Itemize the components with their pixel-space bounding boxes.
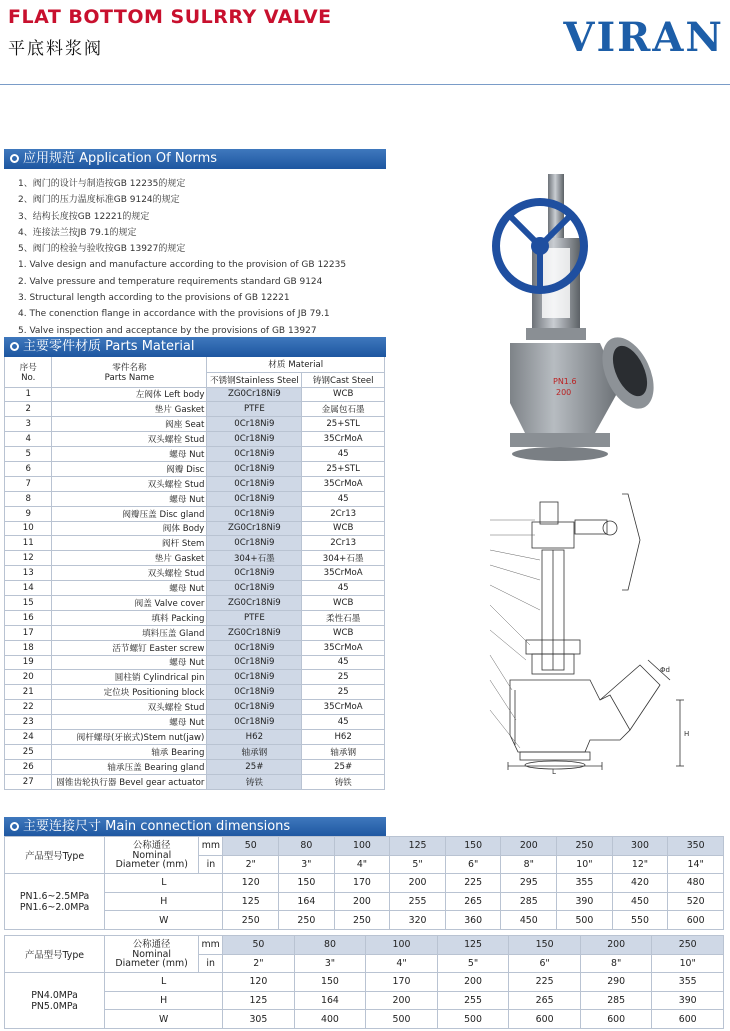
- dimension-value: 480: [668, 874, 724, 893]
- part-name: 填料 Packing: [52, 610, 207, 625]
- dimension-value: 3": [279, 855, 335, 874]
- part-no: 12: [5, 551, 52, 566]
- part-no: 20: [5, 670, 52, 685]
- dimension-value: 355: [652, 973, 724, 992]
- parts-row: [5, 640, 385, 655]
- part-no: 15: [5, 595, 52, 610]
- nominal-diameter-label: 公称通径 Nominal Diameter (mm): [105, 837, 199, 874]
- part-no: 2: [5, 402, 52, 417]
- dimension-value: 3": [294, 954, 366, 973]
- part-stainless: 铸铁: [207, 774, 302, 789]
- dimension-value: 200: [366, 991, 438, 1010]
- part-stainless: 25#: [207, 759, 302, 774]
- part-caststeel: 45: [302, 581, 385, 596]
- dimension-value: 255: [437, 991, 509, 1010]
- dimension-value: 255: [390, 892, 446, 911]
- parts-row: [5, 491, 385, 506]
- part-no: 26: [5, 759, 52, 774]
- dimensions-heading: 主要连接尺寸 Main connection dimensions: [23, 819, 291, 834]
- part-name: 阀瓣 Disc: [52, 461, 207, 476]
- part-stainless: 0Cr18Ni9: [207, 566, 302, 581]
- ring-icon: [10, 342, 19, 351]
- parts-row: [5, 476, 385, 491]
- part-stainless: 0Cr18Ni9: [207, 506, 302, 521]
- part-caststeel: 35CrMoA: [302, 640, 385, 655]
- norm-item: 4、连接法兰按JB 79.1的规定: [18, 227, 137, 238]
- dimension-value: 200: [334, 892, 390, 911]
- part-caststeel: 35CrMoA: [302, 700, 385, 715]
- dimension-value: 170: [334, 874, 390, 893]
- dimension-value: 2": [223, 855, 279, 874]
- unit-label: in: [199, 855, 223, 874]
- valve-photo: [470, 168, 660, 463]
- norm-item: 5. Valve inspection and acceptance by the provisions of GB 13927: [18, 325, 317, 336]
- parts-row: [5, 625, 385, 640]
- part-name: 阀座 Seat: [52, 417, 207, 432]
- dimension-value: 4": [334, 855, 390, 874]
- dim-label-d: Φd: [660, 666, 670, 674]
- part-name: 垫片 Gasket: [52, 551, 207, 566]
- part-no: 8: [5, 491, 52, 506]
- ring-icon: [10, 822, 19, 831]
- parts-row: [5, 536, 385, 551]
- part-caststeel: 45: [302, 655, 385, 670]
- part-name: 填料压盖 Gland: [52, 625, 207, 640]
- part-name: 螺母 Nut: [52, 581, 207, 596]
- header-divider: [0, 84, 730, 85]
- part-caststeel: 25: [302, 685, 385, 700]
- parts-row: [5, 774, 385, 789]
- col-stainless-header: 不锈钢Stainless Steel: [207, 372, 302, 387]
- dimension-value: 120: [223, 874, 279, 893]
- valve-drawing: [480, 490, 700, 775]
- pressure-type: PN1.6~2.5MPa PN1.6~2.0MPa: [5, 874, 105, 930]
- dimension-value: 120: [223, 973, 295, 992]
- dimension-value: 355: [557, 874, 613, 893]
- dimension-value: 200: [437, 973, 509, 992]
- dimension-value: 250: [652, 936, 724, 955]
- dimension-value: 250: [557, 837, 613, 856]
- part-caststeel: 45: [302, 491, 385, 506]
- parts-row: [5, 655, 385, 670]
- unit-label: mm: [199, 837, 223, 856]
- dimension-label: L: [105, 874, 223, 893]
- parts-row: [5, 506, 385, 521]
- parts-row: [5, 610, 385, 625]
- part-caststeel: 35CrMoA: [302, 432, 385, 447]
- parts-row: [5, 387, 385, 402]
- dimension-value: 150: [445, 837, 501, 856]
- part-no: 18: [5, 640, 52, 655]
- part-name: 螺母 Nut: [52, 655, 207, 670]
- parts-row: [5, 551, 385, 566]
- dimension-value: 450: [501, 911, 557, 930]
- part-caststeel: 25#: [302, 759, 385, 774]
- dimension-value: 100: [334, 837, 390, 856]
- dimension-value: 150: [294, 973, 366, 992]
- dimension-value: 2": [223, 954, 295, 973]
- part-name: 圆柱销 Cylindrical pin: [52, 670, 207, 685]
- type-label: 产品型号Type: [5, 837, 105, 874]
- part-caststeel: 2Cr13: [302, 536, 385, 551]
- part-stainless: 0Cr18Ni9: [207, 491, 302, 506]
- dimension-label: H: [105, 991, 223, 1010]
- part-stainless: ZG0Cr18Ni9: [207, 595, 302, 610]
- part-no: 13: [5, 566, 52, 581]
- part-no: 10: [5, 521, 52, 536]
- dimension-value: 250: [223, 911, 279, 930]
- parts-row: [5, 447, 385, 462]
- dimensions-heading-bar: [4, 817, 386, 837]
- dimension-value: 8": [580, 954, 652, 973]
- part-name: 螺母 Nut: [52, 715, 207, 730]
- col-material-header: 材质 Material: [207, 357, 385, 372]
- part-stainless: 0Cr18Ni9: [207, 700, 302, 715]
- dimension-value: 164: [279, 892, 335, 911]
- col-name-header: 零件名称 Parts Name: [52, 357, 207, 387]
- dimension-value: 125: [437, 936, 509, 955]
- dimension-value: 390: [557, 892, 613, 911]
- part-no: 17: [5, 625, 52, 640]
- dimension-value: 600: [580, 1010, 652, 1029]
- dimension-value: 80: [294, 936, 366, 955]
- part-stainless: PTFE: [207, 402, 302, 417]
- part-stainless: 轴承钢: [207, 744, 302, 759]
- dimension-value: 265: [445, 892, 501, 911]
- dimension-value: 150: [509, 936, 581, 955]
- part-caststeel: WCB: [302, 625, 385, 640]
- dimension-value: 225: [509, 973, 581, 992]
- part-stainless: H62: [207, 729, 302, 744]
- nameplate-text: PN1.6: [553, 377, 577, 386]
- part-caststeel: H62: [302, 729, 385, 744]
- parts-row: [5, 402, 385, 417]
- dimension-value: 200: [501, 837, 557, 856]
- part-no: 11: [5, 536, 52, 551]
- dimension-value: 600: [509, 1010, 581, 1029]
- parts-row: [5, 729, 385, 744]
- dimension-row: [5, 837, 724, 856]
- dimension-label: L: [105, 973, 223, 992]
- parts-row: [5, 461, 385, 476]
- part-caststeel: 35CrMoA: [302, 566, 385, 581]
- dimension-value: 550: [612, 911, 668, 930]
- part-stainless: 0Cr18Ni9: [207, 715, 302, 730]
- col-no-header: 序号 No.: [5, 357, 52, 387]
- dimension-label: W: [105, 911, 223, 930]
- dim-label-h: H: [684, 730, 690, 738]
- part-stainless: 0Cr18Ni9: [207, 655, 302, 670]
- parts-row: [5, 417, 385, 432]
- dimension-row: [5, 911, 724, 930]
- dimension-row: [5, 1010, 724, 1029]
- parts-row: [5, 715, 385, 730]
- part-name: 阀盖 Valve cover: [52, 595, 207, 610]
- part-no: 27: [5, 774, 52, 789]
- part-caststeel: 2Cr13: [302, 506, 385, 521]
- part-no: 19: [5, 655, 52, 670]
- dimension-value: 350: [668, 837, 724, 856]
- part-name: 轴承压盖 Bearing gland: [52, 759, 207, 774]
- part-stainless: 304+石墨: [207, 551, 302, 566]
- dimension-value: 200: [390, 874, 446, 893]
- part-stainless: 0Cr18Ni9: [207, 476, 302, 491]
- norm-item: 4. The conenction flange in accordance with the provisions of JB 79.1: [18, 309, 330, 320]
- part-stainless: 0Cr18Ni9: [207, 461, 302, 476]
- dimension-value: 150: [279, 874, 335, 893]
- dimension-value: 285: [580, 991, 652, 1010]
- parts-row: [5, 744, 385, 759]
- part-caststeel: 轴承钢: [302, 744, 385, 759]
- pressure-type: PN4.0MPa PN5.0MPa: [5, 973, 105, 1029]
- dimension-value: 300: [612, 837, 668, 856]
- dimension-value: 600: [668, 911, 724, 930]
- dimension-value: 8": [501, 855, 557, 874]
- dimension-row: [5, 874, 724, 893]
- norm-item: 1. Valve design and manufacture according to the provision of GB 12235: [18, 260, 347, 271]
- dimension-value: 125: [223, 991, 295, 1010]
- part-stainless: ZG0Cr18Ni9: [207, 625, 302, 640]
- parts-row: [5, 670, 385, 685]
- dimension-value: 420: [612, 874, 668, 893]
- dimension-value: 5": [390, 855, 446, 874]
- dimension-value: 500: [557, 911, 613, 930]
- norm-item: 2、阀门的压力温度标准GB 9124的规定: [18, 195, 180, 206]
- dimension-value: 390: [652, 991, 724, 1010]
- dimension-value: 500: [366, 1010, 438, 1029]
- parts-row: [5, 581, 385, 596]
- norm-item: 3. Structural length according to the provisions of GB 12221: [18, 293, 290, 304]
- part-name: 活节螺钉 Easter screw: [52, 640, 207, 655]
- dimension-value: 225: [445, 874, 501, 893]
- dimension-value: 5": [437, 954, 509, 973]
- part-caststeel: 304+石墨: [302, 551, 385, 566]
- dimension-value: 6": [445, 855, 501, 874]
- dimension-value: 50: [223, 837, 279, 856]
- parts-material-table: [4, 357, 385, 790]
- part-no: 9: [5, 506, 52, 521]
- norms-list: [18, 176, 358, 339]
- part-name: 双头螺栓 Stud: [52, 432, 207, 447]
- nominal-diameter-label: 公称通径 Nominal Diameter (mm): [105, 936, 199, 973]
- part-no: 1: [5, 387, 52, 402]
- dimension-row: [5, 892, 724, 911]
- dimension-value: 164: [294, 991, 366, 1010]
- dimension-value: 14": [668, 855, 724, 874]
- part-caststeel: 柔性石墨: [302, 610, 385, 625]
- part-no: 3: [5, 417, 52, 432]
- part-caststeel: WCB: [302, 521, 385, 536]
- parts-row: [5, 566, 385, 581]
- part-name: 左阀体 Left body: [52, 387, 207, 402]
- part-name: 阀瓣压盖 Disc gland: [52, 506, 207, 521]
- page-header: [0, 0, 730, 86]
- part-name: 阀杆 Stem: [52, 536, 207, 551]
- dimension-value: 10": [557, 855, 613, 874]
- part-name: 双头螺栓 Stud: [52, 566, 207, 581]
- norms-heading-bar: [4, 149, 386, 169]
- dimensions-table-1: [4, 836, 724, 930]
- part-name: 定位块 Positioning block: [52, 685, 207, 700]
- dimension-value: 500: [437, 1010, 509, 1029]
- part-stainless: 0Cr18Ni9: [207, 432, 302, 447]
- part-no: 7: [5, 476, 52, 491]
- part-name: 圆锥齿轮执行器 Bevel gear actuator: [52, 774, 207, 789]
- dimension-row: [5, 936, 724, 955]
- part-no: 6: [5, 461, 52, 476]
- part-caststeel: 25+STL: [302, 417, 385, 432]
- dim-label-l: L: [552, 768, 556, 775]
- dimension-value: 400: [294, 1010, 366, 1029]
- parts-heading: 主要零件材质 Parts Material: [23, 339, 195, 354]
- nameplate-text: 200: [556, 388, 572, 397]
- part-caststeel: 35CrMoA: [302, 476, 385, 491]
- dimensions-table-2: [4, 935, 724, 1029]
- part-caststeel: WCB: [302, 595, 385, 610]
- dimension-value: 170: [366, 973, 438, 992]
- part-no: 16: [5, 610, 52, 625]
- dimension-value: 265: [509, 991, 581, 1010]
- part-stainless: ZG0Cr18Ni9: [207, 387, 302, 402]
- dimension-value: 305: [223, 1010, 295, 1029]
- type-label: 产品型号Type: [5, 936, 105, 973]
- part-no: 24: [5, 729, 52, 744]
- part-no: 5: [5, 447, 52, 462]
- part-caststeel: 45: [302, 447, 385, 462]
- dimension-value: 125: [390, 837, 446, 856]
- part-stainless: 0Cr18Ni9: [207, 685, 302, 700]
- part-stainless: 0Cr18Ni9: [207, 447, 302, 462]
- part-caststeel: 铸铁: [302, 774, 385, 789]
- part-stainless: 0Cr18Ni9: [207, 536, 302, 551]
- dimension-row: [5, 973, 724, 992]
- parts-row: [5, 759, 385, 774]
- norms-heading: 应用规范 Application Of Norms: [23, 151, 218, 166]
- part-no: 25: [5, 744, 52, 759]
- brand-logo: VIRAN: [563, 14, 724, 61]
- part-name: 垫片 Gasket: [52, 402, 207, 417]
- dimension-value: 600: [652, 1010, 724, 1029]
- parts-heading-bar: [4, 337, 386, 357]
- dimension-label: W: [105, 1010, 223, 1029]
- part-no: 23: [5, 715, 52, 730]
- dimension-value: 6": [509, 954, 581, 973]
- part-stainless: 0Cr18Ni9: [207, 670, 302, 685]
- part-caststeel: 45: [302, 715, 385, 730]
- dimension-label: H: [105, 892, 223, 911]
- part-name: 阀杆螺母(牙嵌式)Stem nut(jaw): [52, 729, 207, 744]
- part-name: 双头螺栓 Stud: [52, 476, 207, 491]
- dimension-value: 290: [580, 973, 652, 992]
- dimension-value: 295: [501, 874, 557, 893]
- product-title-cn: 平底料浆阀: [8, 39, 103, 59]
- parts-row: [5, 700, 385, 715]
- unit-label: in: [199, 954, 223, 973]
- norm-item: 2. Valve pressure and temperature requirements standard GB 9124: [18, 276, 323, 287]
- dimension-row: [5, 991, 724, 1010]
- dimension-value: 12": [612, 855, 668, 874]
- parts-row: [5, 432, 385, 447]
- dimension-value: 100: [366, 936, 438, 955]
- part-no: 21: [5, 685, 52, 700]
- part-stainless: 0Cr18Ni9: [207, 581, 302, 596]
- part-caststeel: 25+STL: [302, 461, 385, 476]
- dimension-value: 450: [612, 892, 668, 911]
- dimension-value: 125: [223, 892, 279, 911]
- part-stainless: ZG0Cr18Ni9: [207, 521, 302, 536]
- part-no: 22: [5, 700, 52, 715]
- part-name: 双头螺栓 Stud: [52, 700, 207, 715]
- norm-item: 1、阀门的设计与制造按GB 12235的规定: [18, 179, 186, 189]
- dimension-value: 200: [580, 936, 652, 955]
- part-no: 14: [5, 581, 52, 596]
- norm-item: 3、结构长度按GB 12221的规定: [18, 211, 150, 222]
- col-caststeel-header: 铸钢Cast Steel: [302, 372, 385, 387]
- ring-icon: [10, 154, 19, 163]
- dimension-value: 520: [668, 892, 724, 911]
- unit-label: mm: [199, 936, 223, 955]
- part-caststeel: WCB: [302, 387, 385, 402]
- dimension-value: 50: [223, 936, 295, 955]
- dimension-value: 250: [334, 911, 390, 930]
- part-name: 螺母 Nut: [52, 447, 207, 462]
- dimension-value: 320: [390, 911, 446, 930]
- dimension-value: 4": [366, 954, 438, 973]
- norm-item: 5、阀门的检验与验收按GB 13927的规定: [18, 244, 186, 255]
- part-name: 阀体 Body: [52, 521, 207, 536]
- dimension-value: 250: [279, 911, 335, 930]
- dimension-value: 10": [652, 954, 724, 973]
- part-caststeel: 25: [302, 670, 385, 685]
- part-caststeel: 金属包石墨: [302, 402, 385, 417]
- product-title-en: FLAT BOTTOM SULRRY VALVE: [8, 6, 332, 28]
- part-stainless: 0Cr18Ni9: [207, 640, 302, 655]
- parts-row: [5, 595, 385, 610]
- part-name: 轴承 Bearing: [52, 744, 207, 759]
- dimension-value: 285: [501, 892, 557, 911]
- parts-row: [5, 521, 385, 536]
- dimension-value: 80: [279, 837, 335, 856]
- part-no: 4: [5, 432, 52, 447]
- dimension-value: 360: [445, 911, 501, 930]
- part-name: 螺母 Nut: [52, 491, 207, 506]
- parts-row: [5, 685, 385, 700]
- part-stainless: PTFE: [207, 610, 302, 625]
- part-stainless: 0Cr18Ni9: [207, 417, 302, 432]
